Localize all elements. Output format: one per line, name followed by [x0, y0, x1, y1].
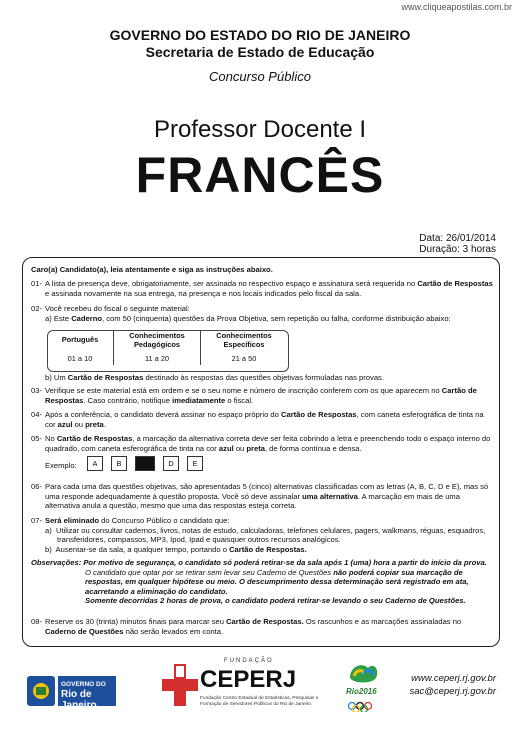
rio-logo-bottom-text: Rio de Janeiro [61, 689, 97, 711]
rio-government-logo [27, 674, 117, 711]
secretariat-title: Secretaria de Estado de Educação [145, 44, 375, 60]
distribution-table [47, 331, 287, 365]
instructions-intro: Caro(a) Candidato(a), leia atentamente e siga as instruções abaixo. [31, 265, 273, 274]
observacoes: Observações: Por motivo de segurança, o candidato só poderá retirar-se da sala após 1 (uma) hora a partir do início da prova. O candidato que optar por se retirar sem levar seu Caderno de Questões não poderá copiar sua marcação de respostas, em qualquer hipótese ou meio. O descumprimento dessa determinação será registrado em ata, acarretando a eliminação do candidato. Somente decorridas 2 horas de prova, o candidato poderá retirar-se levando o seu Caderno de Questões. [31, 558, 487, 605]
exam-date: Data: 26/01/2014 [419, 233, 496, 244]
instruction-04: 04- Após a conferência, o candidato deverá assinar no espaço próprio do Cartão de Respostas, com caneta esferográfica de tinta na cor azul ou preta. [31, 410, 484, 429]
footer-contacts [409, 672, 496, 698]
email-link[interactable]: sac@ceperj.rj.gov.br [409, 686, 496, 697]
instruction-05: 05- No Cartão de Respostas, a marcação da alternativa correta deve ser feita cobrindo a letra e preenchendo todo o espaço interno do quadrado, com caneta esferográfica de tinta na cor azul ou preta, de forma contínua e densa. [31, 434, 491, 453]
website-link[interactable]: www.ceperj.rj.gov.br [411, 673, 496, 684]
instruction-08: 08- Reserve os 30 (trinta) minutos finais para marcar seu Cartão de Respostas. Os rascunhos e as marcações assinaladas no Caderno de Questões não serão levados em conta. [31, 617, 462, 636]
example-label: Exemplo: [45, 461, 77, 470]
example-option-b: B [111, 456, 127, 471]
table-value-pedagogicos: 11 a 20 [114, 350, 201, 365]
table-header-portugues: Português [61, 335, 99, 345]
instruction-02: 02- Você recebeu do fiscal o seguinte material: a) Este Caderno, com 50 (cinquenta) questões da Prova Objetiva, sem repetição ou falha, conforme distribuição abaixo: [31, 304, 451, 323]
government-title: GOVERNO DO ESTADO DO RIO DE JANEIRO [109, 27, 411, 43]
contest-subtitle: Concurso Público [209, 69, 311, 84]
table-value-portugues: 01 a 10 [67, 354, 93, 363]
exam-role: Professor Docente I [153, 116, 367, 143]
exam-date-duration [419, 233, 496, 255]
instruction-01: 01- A lista de presença deve, obrigatoriamente, ser assinada no respectivo espaço e assinatura será requerida no Cartão de Respostas e assinada novamente na sua entrega, na presença e nos locais indicados pelo fiscal da sala. [31, 279, 493, 298]
ceperj-desc-2: Formação de Servidores Públicos do Rio de Janeiro [200, 702, 311, 707]
instruction-06: 06- Para cada uma das questões objetivas, são apresentadas 5 (cinco) alternativas classificadas com as letras (A, B, C, D e E), mas só uma responde adequadamente à questão proposta. Você só deve assinalar uma alternativa. A marcação em mais de uma alternativa anula a questão, mesmo que uma das respostas esteja correta. [31, 482, 489, 510]
rio2016-text: Rio2016 [346, 687, 377, 696]
exam-subject: FRANCÊS [135, 147, 385, 203]
table-header-pedagogicos: Conhecimentos Pedagógicos [114, 331, 201, 350]
ceperj-small-text: FUNDAÇÃO [224, 658, 274, 664]
instruction-07: 07- Será eliminado do Concurso Público o candidato que: a) Utilizar ou consultar cadernos, livros, notas de estudo, calculadoras, telefones celulares, pagers, walkmans, réguas, esquadros, transferidores, compassos, MP3, Ipod, Ipad e quaisquer outros recursos analógicos. b) Ausentar-se da sala, a qualquer tempo, portando o Cartão de Respostas. [31, 516, 486, 554]
example-option-c-filled [135, 456, 155, 471]
example-option-a: A [87, 456, 103, 471]
rio-logo-top-text: GOVERNO DO [61, 681, 106, 688]
ceperj-logo [162, 658, 322, 716]
example-option-d: D [163, 456, 179, 471]
exam-duration: Duração: 3 horas [419, 244, 496, 255]
instructions-box [22, 257, 500, 647]
instruction-03: 03- Verifique se este material está em ordem e se o seu nome e número de inscrição conferem com os que aparecem no Cartão de Respostas. Caso contrário, notifique imediatamente o fiscal. [31, 386, 477, 405]
table-header-especificos: Conhecimentos Específicos [201, 331, 288, 350]
example-option-e: E [187, 456, 203, 471]
ceperj-desc-1: Fundação Centro Estadual de Estatísticas, Pesquisas e [200, 696, 319, 701]
watermark: www.cliqueapostilas.com.br [401, 2, 512, 12]
instruction-02b: b) Um Cartão de Respostas destinado às respostas das questões objetivas formuladas nas provas. [45, 373, 384, 382]
table-value-especificos: 21 a 50 [201, 350, 288, 365]
ceperj-name: CEPERJ [200, 666, 297, 693]
rio2016-logo [340, 660, 386, 712]
